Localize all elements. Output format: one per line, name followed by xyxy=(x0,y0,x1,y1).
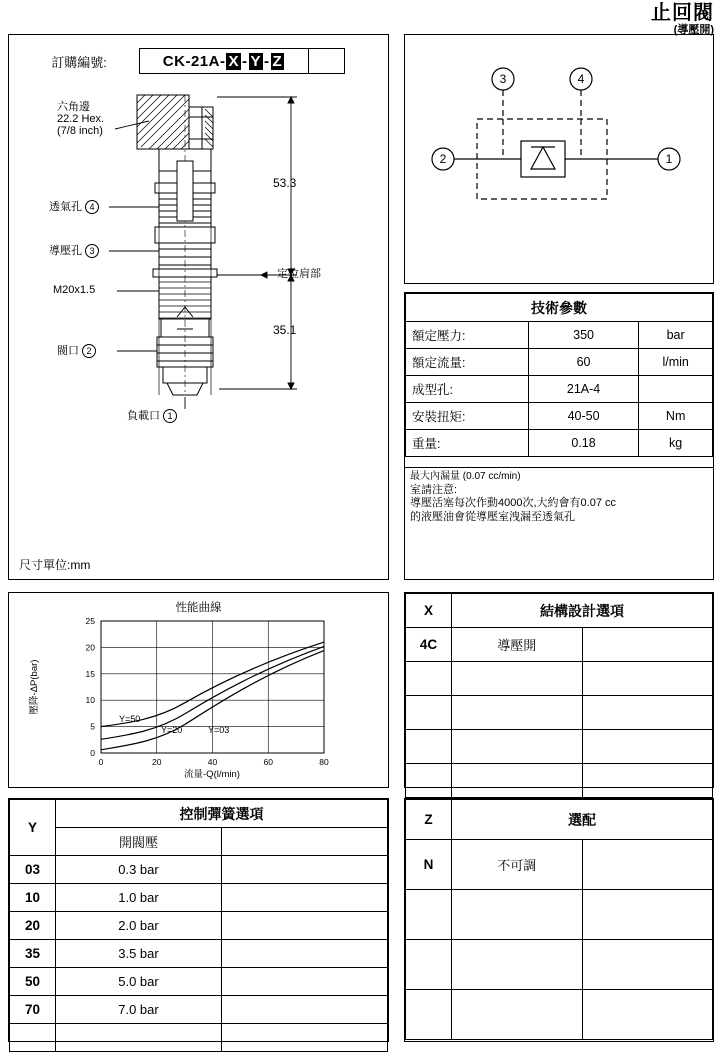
tech-row-1-value: 60 xyxy=(528,349,639,376)
tech-row-4-value: 0.18 xyxy=(528,430,639,457)
symbol-wrap xyxy=(405,35,713,283)
table-row xyxy=(406,349,713,376)
tech-row-2-name: 成型孔: xyxy=(406,376,529,403)
symbol-port-4-text: 4 xyxy=(577,72,585,86)
y-row-3-value: 3.5 bar xyxy=(56,940,222,968)
chart-panel xyxy=(8,592,389,788)
y-table-title: 控制彈簧選項 xyxy=(56,800,388,828)
y-table-code-header: Y xyxy=(10,800,56,856)
page-title: 止回閥 xyxy=(651,2,714,24)
dimension-total: 53.3 xyxy=(273,176,297,190)
tech-row-4-unit: kg xyxy=(639,430,713,457)
table-row xyxy=(10,884,388,912)
x-empty-4-value xyxy=(452,764,583,798)
chart-ytick-25: 25 xyxy=(85,616,95,626)
order-sep-2: - xyxy=(264,52,270,70)
port-number-3: 3 xyxy=(85,244,99,258)
z-row-0-value: 不可調 xyxy=(452,840,583,890)
y-row-1-extra xyxy=(222,884,388,912)
order-code-value xyxy=(139,48,309,74)
y-empty-value xyxy=(56,1024,222,1052)
tech-row-3-value: 40-50 xyxy=(528,403,639,430)
table-row xyxy=(406,403,713,430)
chart-ylabel: 壓降-ΔP(bar) xyxy=(29,659,40,715)
order-code-blank-cell xyxy=(309,48,345,74)
order-field-y: Y xyxy=(250,52,262,70)
x-empty-2-code xyxy=(406,696,452,730)
chart-annotation-0: Y=50 xyxy=(119,714,141,724)
x-option-table xyxy=(405,593,713,798)
table-row xyxy=(10,856,388,884)
x-empty-3-extra xyxy=(582,730,713,764)
y-row-4-code: 50 xyxy=(10,968,56,996)
port-number-4: 4 xyxy=(85,200,99,214)
table-row xyxy=(10,940,388,968)
tech-row-1-unit: l/min xyxy=(639,349,713,376)
z-table-title: 選配 xyxy=(452,800,713,840)
z-empty-2-code xyxy=(406,940,452,990)
x-row-0-extra xyxy=(582,628,713,662)
order-field-x: X xyxy=(228,52,239,70)
z-table-code-header: Z xyxy=(406,800,452,840)
cartridge-drawing-svg xyxy=(9,79,388,559)
table-row-empty xyxy=(406,764,713,798)
chart-ytick-5: 5 xyxy=(90,721,95,732)
z-option-table xyxy=(405,799,713,1040)
symbol-port-1-text: 1 xyxy=(665,152,673,166)
x-empty-1-value xyxy=(452,662,583,696)
y-table-subheader-blank xyxy=(222,828,388,856)
y-row-2-code: 20 xyxy=(10,912,56,940)
page-subtitle: (導壓開) xyxy=(673,24,714,36)
hydraulic-symbol-svg xyxy=(405,35,713,282)
chart-ytick-0: 0 xyxy=(90,748,95,758)
y-row-0-value: 0.3 bar xyxy=(56,856,222,884)
port-number-1: 1 xyxy=(163,409,177,423)
label-hex: 六角邊 22.2 Hex. (7/8 inch) xyxy=(57,101,105,137)
dimension-lower: 35.1 xyxy=(273,323,297,337)
table-row-empty xyxy=(10,1024,388,1052)
x-empty-2-value xyxy=(452,696,583,730)
x-empty-3-value xyxy=(452,730,583,764)
label-valve-port: 閥口 2 xyxy=(57,344,96,358)
x-table-code-header: X xyxy=(406,594,452,628)
label-load-port: 負載口 1 xyxy=(127,409,177,423)
y-empty-extra xyxy=(222,1024,388,1052)
y-empty-code xyxy=(10,1024,56,1052)
tech-row-3-unit: Nm xyxy=(639,403,713,430)
order-field-z: Z xyxy=(272,52,283,70)
table-row xyxy=(406,628,713,662)
y-table-subheader: 開閥壓 xyxy=(56,828,222,856)
y-row-4-extra xyxy=(222,968,388,996)
table-row-empty xyxy=(406,890,713,940)
z-empty-2-value xyxy=(452,940,583,990)
x-table-header-row xyxy=(406,594,713,628)
table-row-empty xyxy=(406,730,713,764)
table-row xyxy=(10,968,388,996)
x-empty-4-extra xyxy=(582,764,713,798)
x-option-panel xyxy=(404,592,714,788)
y-row-2-extra xyxy=(222,912,388,940)
port-number-2: 2 xyxy=(82,344,96,358)
x-row-0-code: 4C xyxy=(406,628,452,662)
x-empty-2-extra xyxy=(582,696,713,730)
y-row-4-value: 5.0 bar xyxy=(56,968,222,996)
chart-annotation-1: Y=20 xyxy=(161,725,183,735)
y-row-5-value: 7.0 bar xyxy=(56,996,222,1024)
order-code-label: 訂購編號: xyxy=(51,54,107,70)
y-row-0-extra xyxy=(222,856,388,884)
symbol-panel xyxy=(404,34,714,284)
label-thread: M20x1.5 xyxy=(53,284,96,296)
y-row-2-value: 2.0 bar xyxy=(56,912,222,940)
label-pilot-port: 導壓孔 3 xyxy=(49,244,99,258)
y-table-header-row xyxy=(10,800,388,828)
z-empty-1-extra xyxy=(582,890,713,940)
y-row-1-code: 10 xyxy=(10,884,56,912)
y-row-0-code: 03 xyxy=(10,856,56,884)
label-shoulder: 定位肩部 xyxy=(277,268,321,280)
x-table-title: 結構設計選項 xyxy=(452,594,713,628)
tech-note-line-4: 的液壓油會從導壓室洩漏至透氣孔 xyxy=(410,510,575,523)
label-vent-port: 透氣孔 4 xyxy=(49,200,99,214)
z-empty-3-extra xyxy=(582,990,713,1040)
table-row xyxy=(10,996,388,1024)
y-option-panel xyxy=(8,798,389,1042)
table-row xyxy=(406,840,713,890)
symbol-port-2-text: 2 xyxy=(439,152,447,166)
y-row-1-value: 1.0 bar xyxy=(56,884,222,912)
table-row xyxy=(406,322,713,349)
chart-ytick-15: 15 xyxy=(85,668,95,679)
z-empty-2-extra xyxy=(582,940,713,990)
chart-xtick-0: 0 xyxy=(98,757,104,767)
tech-row-0-unit: bar xyxy=(639,322,713,349)
chart-xtick-20: 20 xyxy=(152,757,162,767)
z-empty-1-code xyxy=(406,890,452,940)
z-row-0-extra xyxy=(582,840,713,890)
z-row-0-code: N xyxy=(406,840,452,890)
tech-row-2-value: 21A-4 xyxy=(528,376,639,403)
chart-ytick-10: 10 xyxy=(85,695,95,706)
tech-row-0-name: 額定壓力: xyxy=(406,322,529,349)
table-row xyxy=(406,376,713,403)
order-sep-1: - xyxy=(242,52,248,70)
table-row-empty xyxy=(406,696,713,730)
y-table-subheader-row xyxy=(10,828,388,856)
unit-note: 尺寸單位:mm xyxy=(19,558,91,572)
chart-annotation-2: Y=03 xyxy=(208,725,230,735)
chart-area xyxy=(9,593,388,787)
chart-title: 性能曲線 xyxy=(175,602,222,614)
order-code-prefix: CK-21A- xyxy=(162,52,226,70)
cartridge-drawing xyxy=(9,79,388,559)
x-row-0-value: 導壓開 xyxy=(452,628,583,662)
tech-note-line-3: 導壓活塞每次作動4000次,大約會有0.07 cc xyxy=(410,497,616,509)
tech-note-line-2: 室請注意: xyxy=(410,483,458,496)
chart-xtick-60: 60 xyxy=(263,757,273,767)
tech-row-3-name: 安裝扭矩: xyxy=(406,403,529,430)
tech-table xyxy=(405,293,713,457)
performance-chart-svg xyxy=(9,593,388,786)
tech-row-0-value: 350 xyxy=(528,322,639,349)
y-row-5-extra xyxy=(222,996,388,1024)
z-empty-1-value xyxy=(452,890,583,940)
x-empty-1-code xyxy=(406,662,452,696)
z-table-header-row xyxy=(406,800,713,840)
z-empty-3-code xyxy=(406,990,452,1040)
y-option-table xyxy=(9,799,388,1052)
tech-table-header-row xyxy=(406,294,713,322)
z-option-panel xyxy=(404,798,714,1042)
tech-row-2-unit xyxy=(639,376,713,403)
tech-row-4-name: 重量: xyxy=(406,430,529,457)
tech-note xyxy=(405,467,713,524)
chart-xtick-80: 80 xyxy=(319,757,329,767)
table-row-empty xyxy=(406,662,713,696)
x-empty-4-code xyxy=(406,764,452,798)
tech-row-1-name: 額定流量: xyxy=(406,349,529,376)
table-row xyxy=(10,912,388,940)
symbol-port-3-text: 3 xyxy=(499,72,507,86)
table-row-empty xyxy=(406,940,713,990)
y-row-3-code: 35 xyxy=(10,940,56,968)
y-row-3-extra xyxy=(222,940,388,968)
table-row-empty xyxy=(406,990,713,1040)
chart-xtick-40: 40 xyxy=(207,757,218,767)
order-code-row xyxy=(19,47,374,75)
page-header xyxy=(651,2,714,37)
tech-panel xyxy=(404,292,714,580)
y-row-5-code: 70 xyxy=(10,996,56,1024)
tech-table-title: 技術參數 xyxy=(406,294,713,322)
chart-xlabel: 流量-Q(l/min) xyxy=(184,769,240,780)
chart-ytick-20: 20 xyxy=(85,642,95,653)
table-row xyxy=(406,430,713,457)
tech-note-line-1: 最大內漏量 (0.07 cc/min) xyxy=(410,471,521,482)
drawing-panel xyxy=(8,34,389,580)
x-empty-3-code xyxy=(406,730,452,764)
z-empty-3-value xyxy=(452,990,583,1040)
x-empty-1-extra xyxy=(582,662,713,696)
